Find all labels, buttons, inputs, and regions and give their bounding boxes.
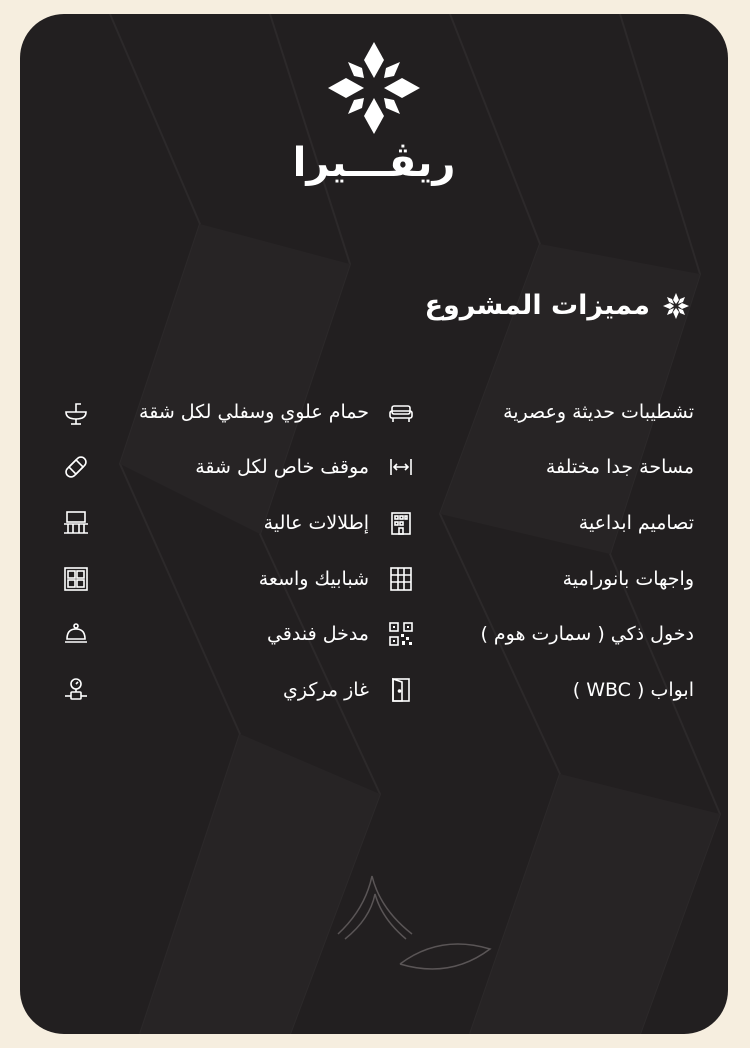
feature-row [44,440,694,496]
feature-label: دخول ذكي ( سمارت هوم ) [480,623,694,646]
feature-item [369,395,694,429]
feature-label: غاز مركزي [282,678,369,701]
window-icon [59,562,93,596]
qr-code-icon [384,617,418,651]
feature-row [44,551,694,607]
width-arrows-icon [384,450,418,484]
feature-label: مدخل فندقي [266,623,369,646]
feature-item [44,617,369,651]
feature-label: مساحة جدا مختلفة [545,456,694,479]
feature-label: واجهات بانورامية [562,567,694,590]
feature-item [44,450,369,484]
feature-label: إطلالات عالية [263,511,369,534]
sofa-icon [384,395,418,429]
feature-item [369,562,694,596]
feature-item [369,617,694,651]
snowflake-ornament-icon [662,292,690,320]
feature-item [369,450,694,484]
feature-item [44,673,369,707]
feature-item [44,395,369,429]
brand-name: ريڤـــيرا [292,140,456,186]
feature-label: موقف خاص لكل شقة [195,456,369,479]
feature-item [369,673,694,707]
feature-label: تشطيبات حديثة وعصرية [503,400,694,423]
feature-row [44,606,694,662]
feature-label: حمام علوي وسفلي لكل شقة [139,400,369,423]
building-icon [384,506,418,540]
gas-meter-icon [59,673,93,707]
four-diamond-flower-icon [324,38,424,138]
feature-label: شبابيك واسعة [258,567,369,590]
balcony-icon [59,506,93,540]
brand-logo [20,38,728,186]
feature-item [44,562,369,596]
door-icon [384,673,418,707]
feature-label: ابواب ( WBC ) [572,678,694,701]
feature-label: تصاميم ابداعية [578,511,694,534]
washbasin-icon [59,395,93,429]
hotel-bell-icon [59,617,93,651]
facade-icon [384,562,418,596]
features-list [44,384,694,718]
feature-row [44,495,694,551]
feature-row [44,662,694,718]
feature-card [20,14,728,1034]
bandage-icon [59,450,93,484]
feature-item [44,506,369,540]
feature-row [44,384,694,440]
section-title [425,290,690,321]
feature-item [369,506,694,540]
section-title-text: مميزات المشروع [424,290,650,321]
